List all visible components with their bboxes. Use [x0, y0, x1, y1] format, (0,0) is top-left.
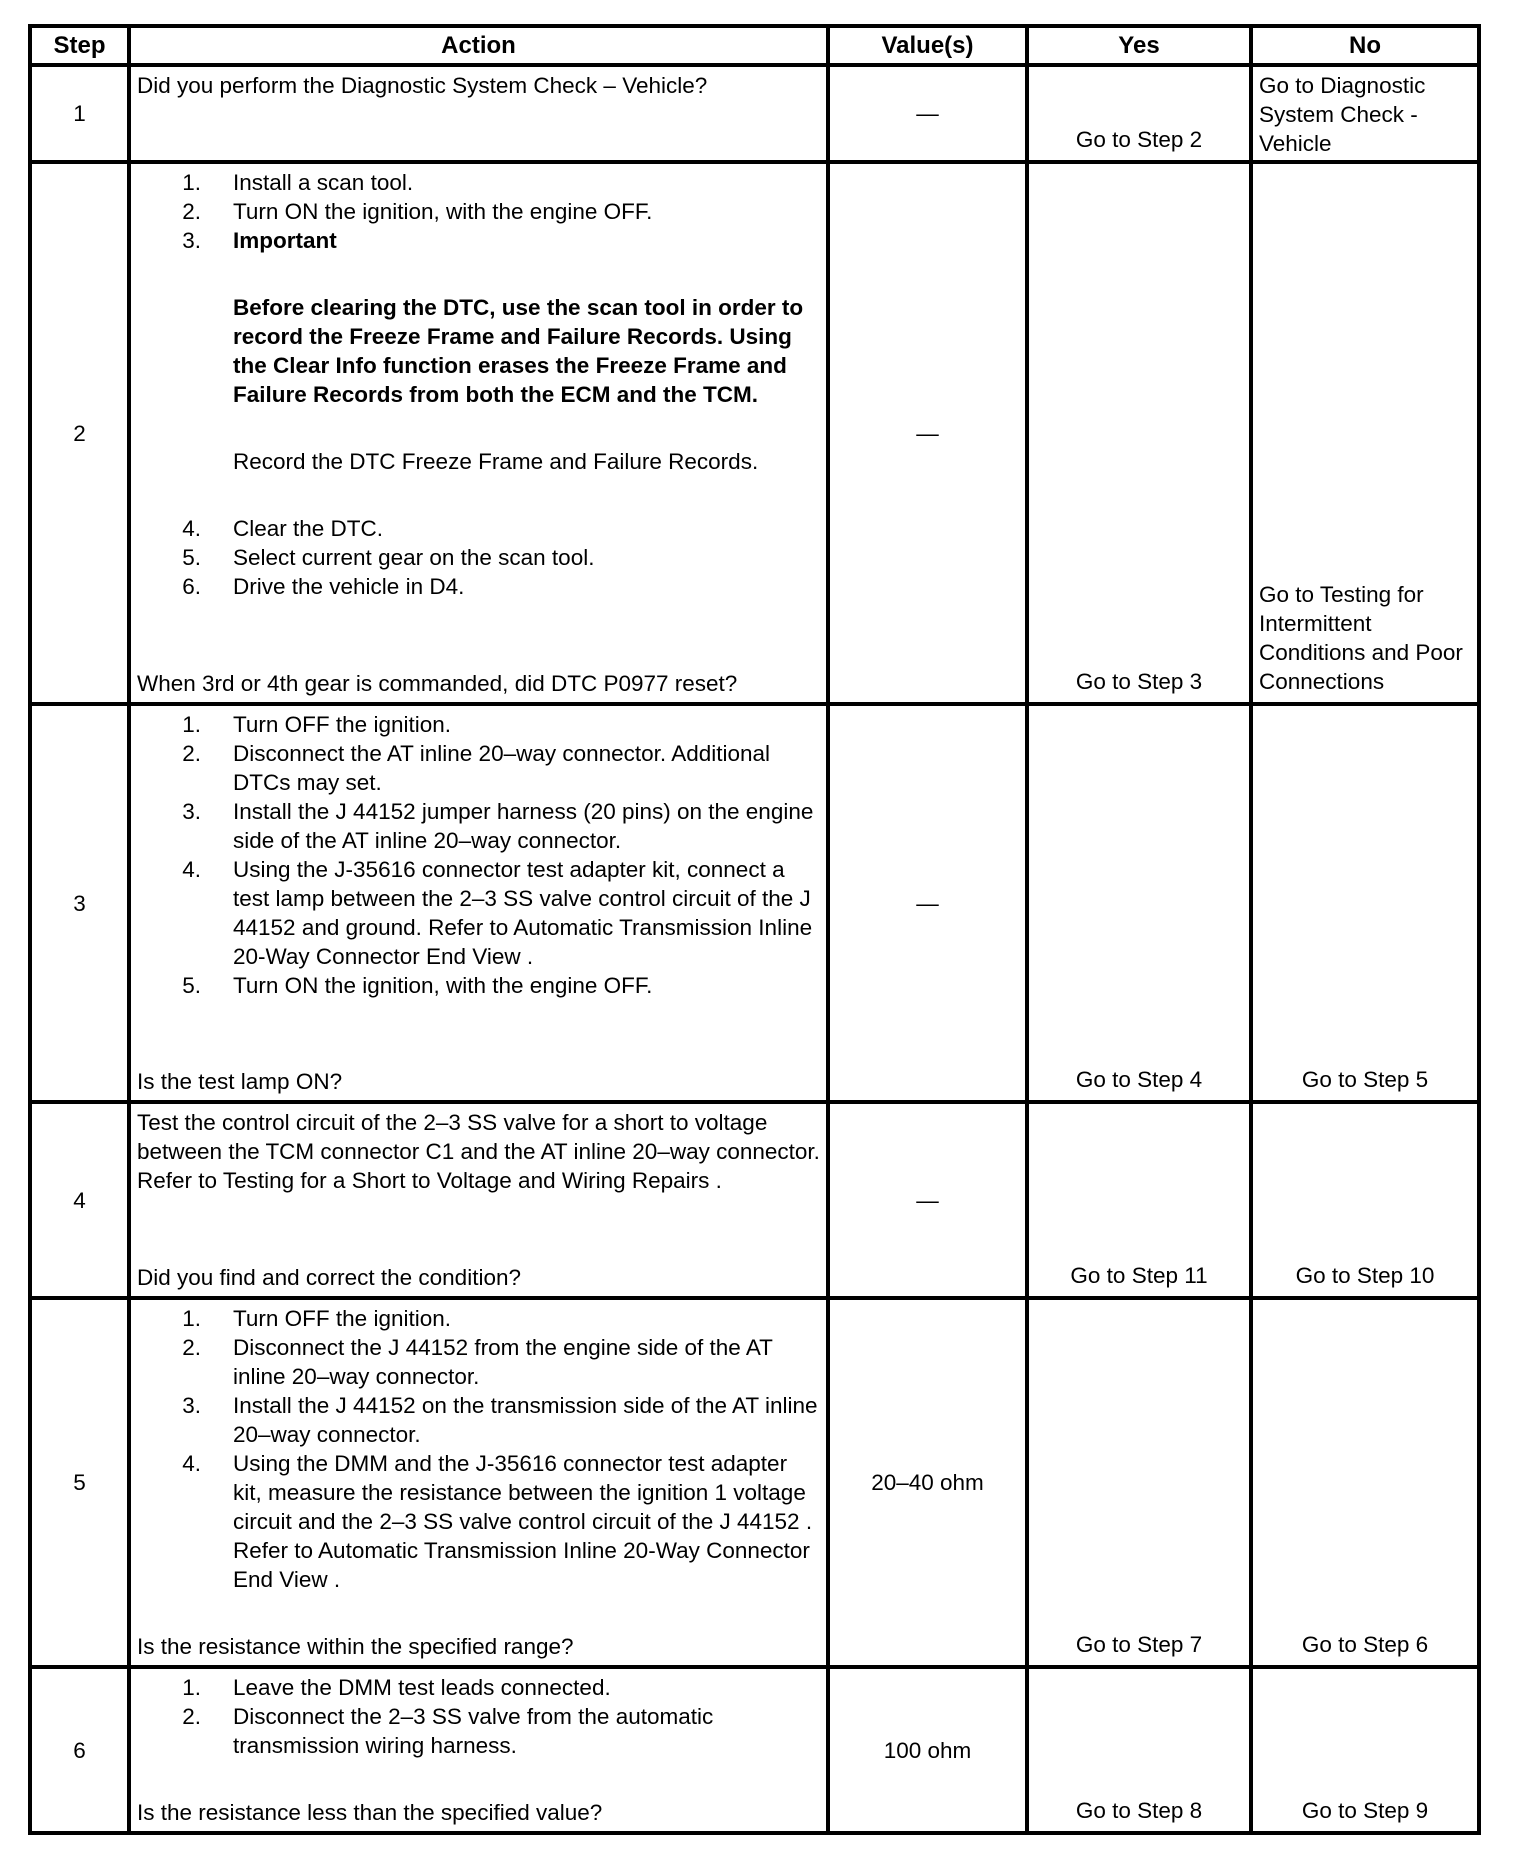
yes-link[interactable]: Go to Step 2 [1075, 127, 1203, 152]
important-note: Before clearing the DTC, use the scan tool in order to record the Freeze Frame and Failure Records. Using the Clear Info function erases the Freeze Frame and Failure Records from both the ECM and the TCM. [233, 295, 804, 407]
header-yes: Yes [1027, 26, 1251, 65]
action-cell [129, 65, 828, 162]
no-link[interactable]: Go to Testing for Intermittent Conditions and Poor Connections [1259, 582, 1463, 694]
no-cell [1251, 1102, 1479, 1298]
header-no: No [1251, 26, 1479, 65]
action-cell [129, 1667, 828, 1833]
question-text: Is the test lamp ON? [137, 1069, 343, 1094]
list-item: 3. Install the J 44152 jumper harness (20 pins) on the engine side of the AT inline 20–way connector. [182, 799, 814, 853]
action-cell [129, 704, 828, 1102]
no-link[interactable]: Go to Step 5 [1301, 1067, 1429, 1092]
table-row [30, 162, 1479, 704]
list-item: 4. Using the DMM and the J-35616 connector test adapter kit, measure the resistance between the ignition 1 voltage circuit and the 2–3 SS valve control circuit of the J 44152 . Refer to Automatic Transmission Inline 20-Way Connector End View . [182, 1451, 813, 1592]
step-list [137, 710, 820, 1000]
list-item: 1. Turn OFF the ignition. [182, 712, 452, 737]
list-item: 2. Disconnect the J 44152 from the engine side of the AT inline 20–way connector. [182, 1335, 773, 1389]
table-row [30, 1667, 1479, 1833]
action-cell [129, 162, 828, 704]
yes-cell [1027, 162, 1251, 704]
list-item: 1. Install a scan tool. [182, 170, 414, 195]
no-link[interactable]: Go to Step 6 [1301, 1632, 1429, 1657]
yes-cell [1027, 65, 1251, 162]
list-item: 4. Clear the DTC. [182, 516, 384, 541]
step-list [137, 1304, 820, 1594]
yes-cell [1027, 1102, 1251, 1298]
step-number: 1 [30, 65, 129, 162]
no-cell [1251, 1667, 1479, 1833]
question-text: Is the resistance within the specified range? [137, 1634, 574, 1659]
action-text: Did you perform the Diagnostic System Check – Vehicle? [137, 73, 708, 98]
question-text: Did you find and correct the condition? [137, 1265, 521, 1290]
list-item: 1. Leave the DMM test leads connected. [182, 1675, 611, 1700]
no-cell [1251, 1298, 1479, 1667]
list-item: 1. Turn OFF the ignition. [182, 1306, 452, 1331]
yes-cell [1027, 1298, 1251, 1667]
table-row [30, 1298, 1479, 1667]
header-step: Step [30, 26, 129, 65]
value-cell: — [828, 1102, 1027, 1298]
yes-link[interactable]: Go to Step 4 [1075, 1067, 1203, 1092]
question-text: Is the resistance less than the specified value? [137, 1800, 603, 1825]
step-number: 4 [30, 1102, 129, 1298]
list-item: 5. Select current gear on the scan tool. [182, 545, 595, 570]
step-list [137, 168, 820, 255]
yes-cell [1027, 1667, 1251, 1833]
no-link[interactable]: Go to Step 10 [1295, 1263, 1435, 1288]
no-cell [1251, 65, 1479, 162]
value-cell: — [828, 704, 1027, 1102]
table-row [30, 65, 1479, 162]
step-number: 3 [30, 704, 129, 1102]
header-values: Value(s) [828, 26, 1027, 65]
list-item: 4. Using the J-35616 connector test adapter kit, connect a test lamp between the 2–3 SS valve control circuit of the J 44152 and ground. Refer to Automatic Transmission Inline 20-Way Connector End View . [182, 857, 813, 969]
list-item: 3. Install the J 44152 on the transmission side of the AT inline 20–way connector. [182, 1393, 818, 1447]
no-link[interactable]: Go to Step 9 [1301, 1798, 1429, 1823]
list-item: 2. Disconnect the 2–3 SS valve from the automatic transmission wiring harness. [182, 1704, 714, 1758]
value-cell: 100 ohm [828, 1667, 1027, 1833]
value-cell: — [828, 162, 1027, 704]
yes-link[interactable]: Go to Step 8 [1075, 1798, 1203, 1823]
list-item: 6. Drive the vehicle in D4. [182, 574, 465, 599]
action-text: Test the control circuit of the 2–3 SS valve for a short to voltage between the TCM connector C1 and the AT inline 20–way connector. Refer to Testing for a Short to Voltage and Wiring Repairs . [137, 1110, 820, 1193]
header-row [30, 26, 1479, 65]
table-row [30, 1102, 1479, 1298]
diagnostic-table [28, 24, 1481, 1835]
list-item: 2. Turn ON the ignition, with the engine OFF. [182, 199, 653, 224]
yes-link[interactable]: Go to Step 11 [1070, 1263, 1208, 1288]
action-cell [129, 1102, 828, 1298]
table-row [30, 704, 1479, 1102]
step-list [137, 514, 820, 601]
step-number: 2 [30, 162, 129, 704]
list-item: 3. Important [182, 228, 337, 253]
yes-link[interactable]: Go to Step 3 [1075, 669, 1203, 694]
action-cell [129, 1298, 828, 1667]
no-link[interactable]: Go to Diagnostic System Check - Vehicle [1259, 73, 1426, 156]
header-action: Action [129, 26, 828, 65]
no-cell [1251, 162, 1479, 704]
step-number: 5 [30, 1298, 129, 1667]
value-cell: — [828, 65, 1027, 162]
step-list [137, 1673, 820, 1760]
yes-link[interactable]: Go to Step 7 [1075, 1632, 1203, 1657]
list-item: 2. Disconnect the AT inline 20–way connector. Additional DTCs may set. [182, 741, 771, 795]
question-text: When 3rd or 4th gear is commanded, did DTC P0977 reset? [137, 671, 738, 696]
yes-cell [1027, 704, 1251, 1102]
step-number: 6 [30, 1667, 129, 1833]
record-note: Record the DTC Freeze Frame and Failure Records. [233, 449, 759, 474]
list-item: 5. Turn ON the ignition, with the engine OFF. [182, 973, 653, 998]
value-cell: 20–40 ohm [828, 1298, 1027, 1667]
no-cell [1251, 704, 1479, 1102]
